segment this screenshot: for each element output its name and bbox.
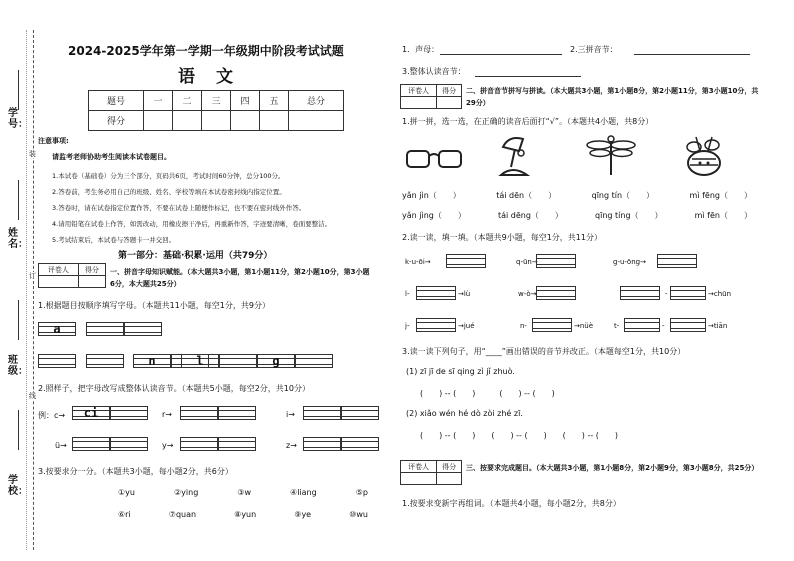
given-letter: g	[272, 354, 280, 368]
pinyin-grid[interactable]	[670, 286, 706, 300]
pinyin-grid[interactable]	[624, 318, 660, 332]
grader-label: 评卷人	[401, 85, 437, 97]
syllable-grid[interactable]	[110, 437, 148, 451]
correction-blanks[interactable]: ( ) -- ( ) ( ) -- ( ) ( ) -- ( )	[420, 431, 619, 440]
spelling-label: j-	[405, 322, 410, 330]
grader-input[interactable]	[437, 473, 462, 485]
letter-grid[interactable]	[86, 322, 124, 336]
option-item: ⑧yun	[234, 510, 257, 519]
syllable-grid[interactable]	[110, 406, 148, 420]
pinyin-choice[interactable]: qīng tíng（ ）	[595, 211, 663, 220]
syllable-grid[interactable]	[303, 406, 341, 420]
section3-heading: 三、按要求完成题目。（本大题共3小题，第1小题8分，第2小题9分，第3小题8分，共25分）	[466, 464, 759, 472]
grader-label: 评卷人	[401, 461, 437, 473]
score-header-cell: 三	[202, 91, 231, 111]
option-item: ⑥ri	[118, 510, 131, 519]
grader-input[interactable]	[401, 97, 437, 109]
dragonfly-icon	[585, 133, 637, 177]
given-letter: a	[53, 322, 61, 336]
subject-title: 语 文	[178, 67, 235, 87]
pinyin-choice-row	[402, 210, 752, 221]
letter-grid[interactable]	[38, 322, 76, 336]
score-input-cell[interactable]	[173, 111, 202, 131]
fill-initials-label: 1．声母：	[402, 45, 440, 54]
notes-list	[52, 168, 372, 248]
syllable-grid[interactable]	[218, 437, 256, 451]
margin-line	[18, 180, 19, 220]
q2-item: r→	[162, 410, 172, 419]
binding-seal-line	[33, 30, 34, 550]
spelling-label: →chūn	[708, 290, 732, 298]
margin-line	[18, 70, 19, 110]
option-item: ④liang	[290, 488, 317, 497]
pinyin-grid[interactable]	[620, 286, 660, 300]
spelling-label: k-u-ōi→	[405, 258, 431, 266]
score-header-cell: 二	[173, 91, 202, 111]
pinyin-grid[interactable]	[670, 318, 706, 332]
example-answer: ci	[83, 406, 99, 420]
q3-prompt: 3.按要求分一分。（本题共3小题，每小题2分，共6分）	[38, 467, 233, 476]
notes-title: 注意事项:	[38, 137, 69, 145]
option-item: ⑦quan	[168, 510, 197, 519]
note-item: 4.请用铅笔在试卷上作答，如需改动，用橡皮擦干净后，再重新作答，字迹要清晰，卷面要整洁。	[52, 220, 332, 228]
option-item: ①yu	[118, 488, 135, 497]
spelling-label: t-	[614, 322, 620, 330]
pinyin-choice[interactable]: yǎn jìn（ ）	[402, 191, 461, 200]
spelling-label: g-u-ōng→	[613, 258, 646, 266]
margin-label-class: 班级：	[8, 355, 28, 377]
cut-mark: 订	[29, 272, 36, 280]
margin-line	[18, 300, 19, 340]
q2-item: i→	[286, 410, 295, 419]
letter-grid[interactable]	[295, 354, 333, 368]
bee-icon	[680, 133, 728, 179]
r-q3-prompt: 3.读一读下列句子，用“____”画出错误的音节并改正。（本题每空1分，共10分）	[402, 347, 686, 356]
r-q1-prompt: 1.拼一拼，选一选，在正确的读音后面打“√”。（本题共4小题，共8分）	[402, 117, 654, 126]
given-letter: n	[148, 354, 156, 368]
score-header-cell: 题号	[89, 91, 144, 111]
cut-mark: 线	[29, 392, 36, 400]
margin-label-id: 学号：	[8, 108, 28, 130]
fill-triple-line[interactable]	[634, 54, 750, 55]
margin-line	[18, 410, 19, 450]
note-item: 5.考试结束后，本试卷与答题卡一并交回。	[52, 236, 176, 244]
pinyin-choice[interactable]: yǎn jìng（ ）	[402, 211, 466, 220]
option-item: ⑤p	[355, 488, 368, 497]
grader-label: 得分	[78, 264, 105, 276]
score-header-cell: 总分	[288, 91, 343, 111]
grader-table	[400, 84, 462, 109]
spelling-label: →tiān	[708, 322, 728, 330]
q3-options-row	[118, 510, 368, 519]
syllable-grid[interactable]	[341, 406, 379, 420]
score-row-label: 得分	[89, 111, 144, 131]
letter-grid[interactable]	[219, 354, 257, 368]
spelling-label: →jué	[458, 322, 475, 330]
given-letter: l	[196, 354, 204, 368]
grader-label: 评卷人	[39, 264, 79, 276]
notes-lead: 请监考老师协助考生阅读本试卷题目。	[52, 153, 171, 161]
q2-example-label: 例：c→	[38, 411, 66, 420]
sentence-1: (1) zī jī de sī qing zì jǐ zhuò.	[406, 367, 515, 376]
pinyin-grid[interactable]	[657, 254, 697, 268]
grader-label: 得分	[437, 461, 462, 473]
q2-item: z→	[286, 441, 297, 450]
pinyin-grid[interactable]	[416, 286, 456, 300]
section2-heading: 二、拼音音节拼写与拼读。（本大题共3小题，第1小题8分，第2小题11分，第3小题10分，共29分）	[466, 87, 759, 107]
letter-grid[interactable]	[181, 354, 219, 368]
fill-whole-line[interactable]	[475, 76, 581, 77]
syllable-grid[interactable]	[303, 437, 341, 451]
score-header-cell: 五	[259, 91, 288, 111]
score-header-cell: 一	[144, 91, 173, 111]
spelling-label: q-ūn→	[516, 258, 538, 266]
letter-grid[interactable]	[133, 354, 171, 368]
pinyin-choice[interactable]: tái dēn（ ）	[496, 191, 557, 200]
sentence-2: (2) xiǎo wén hé dò zòi zhé zī.	[406, 409, 523, 418]
letter-grid[interactable]	[257, 354, 295, 368]
pinyin-choice-row	[402, 190, 752, 201]
s3-q1-prompt: 1.按要求变新字再组词。（本题共4小题，每小题2分，共8分）	[402, 499, 621, 508]
pinyin-choice[interactable]: tái dēng（ ）	[497, 211, 563, 220]
score-input-cell[interactable]	[288, 111, 343, 131]
r-q2-prompt: 2.读一读，填一填。（本题共9小题，每空1分，共11分）	[402, 233, 602, 242]
syllable-grid[interactable]	[180, 437, 218, 451]
score-input-cell[interactable]	[230, 111, 259, 131]
note-item: 2.答卷前，考生务必用自己的班级、姓名、学校等填在本试卷密封线内指定位置。	[52, 188, 286, 196]
q3-options-row	[118, 488, 368, 497]
option-item: ③w	[237, 488, 252, 497]
syllable-grid[interactable]	[72, 437, 110, 451]
fill-whole-label: 3.整体认读音节：	[402, 67, 466, 76]
margin-label-school: 学校：	[8, 475, 28, 497]
option-item: ⑨ye	[294, 510, 312, 519]
pinyin-grid[interactable]	[416, 318, 456, 332]
syllable-grid[interactable]	[218, 406, 256, 420]
binding-inner-line	[26, 30, 27, 550]
spelling-label: -	[662, 322, 665, 330]
score-header-cell: 四	[230, 91, 259, 111]
pinyin-grid[interactable]	[536, 254, 576, 268]
q2-item: y→	[162, 441, 174, 450]
spelling-label: l-	[405, 290, 410, 298]
spelling-label: -	[665, 290, 668, 298]
fill-initials-line[interactable]	[440, 54, 562, 55]
grader-label: 得分	[437, 85, 462, 97]
section1-heading: 一、拼音字母知识赋能。（本大题共3小题，第1小题11分，第2小题10分，第3小题6分，本大题共25分）	[110, 268, 370, 288]
score-input-cell[interactable]	[144, 111, 173, 131]
spelling-label: n-	[520, 322, 527, 330]
letter-grid[interactable]	[38, 354, 76, 368]
pinyin-grid[interactable]	[446, 254, 486, 268]
part1-title: 第一部分：基础·积累·运用（共79分）	[118, 251, 273, 261]
q2-item: ü→	[55, 441, 67, 450]
option-item: ⑩wu	[349, 510, 368, 519]
grader-input[interactable]	[78, 276, 105, 288]
fill-triple-label: 2.三拼音节：	[570, 45, 618, 54]
grader-input[interactable]	[401, 473, 437, 485]
q1-prompt: 1.根据题目按顺序填写字母。（本题共11小题，每空1分，共9分）	[38, 301, 270, 310]
margin-label-name: 姓名：	[8, 228, 28, 250]
grader-input[interactable]	[39, 276, 79, 288]
score-input-cell[interactable]	[202, 111, 231, 131]
pinyin-grid[interactable]	[536, 286, 576, 300]
syllable-grid	[72, 406, 110, 420]
pinyin-choice[interactable]: mì fēn（ ）	[694, 211, 752, 220]
spelling-label: →nüè	[574, 322, 594, 330]
pinyin-choice[interactable]: qīng tín（ ）	[591, 191, 655, 200]
grader-table	[38, 263, 106, 288]
cut-mark: 装	[29, 150, 36, 158]
letter-grid[interactable]	[124, 322, 162, 336]
pinyin-choice[interactable]: mì fēng（ ）	[689, 191, 752, 200]
grader-table	[400, 460, 462, 485]
exam-title: 2024-2025学年第一学期一年级期中阶段考试试题	[68, 44, 344, 58]
letter-grid[interactable]	[86, 354, 124, 368]
spelling-label: →lù	[458, 290, 471, 298]
desk-lamp-icon	[497, 133, 537, 179]
syllable-grid[interactable]	[341, 437, 379, 451]
spelling-label: w-ò→	[518, 290, 537, 298]
pinyin-grid[interactable]	[532, 318, 572, 332]
score-input-cell[interactable]	[259, 111, 288, 131]
correction-blanks[interactable]: ( ) -- ( ) ( ) -- ( )	[420, 389, 555, 398]
option-item: ②ying	[174, 488, 199, 497]
glasses-icon	[405, 143, 463, 173]
note-item: 1.本试卷（基础卷）分为三个部分，页码共6页，考试时间60分钟，总分100分。	[52, 172, 285, 180]
score-table	[88, 90, 344, 131]
grader-input[interactable]	[437, 97, 462, 109]
syllable-grid[interactable]	[180, 406, 218, 420]
q2-prompt: 2.照样子，把字母改写成整体认读音节。（本题共5小题，每空2分，共10分）	[38, 384, 310, 393]
note-item: 3.答卷时，请在试卷指定位置作答，不要在试卷上随便作标记，也不要在密封线外作答。	[52, 204, 306, 212]
